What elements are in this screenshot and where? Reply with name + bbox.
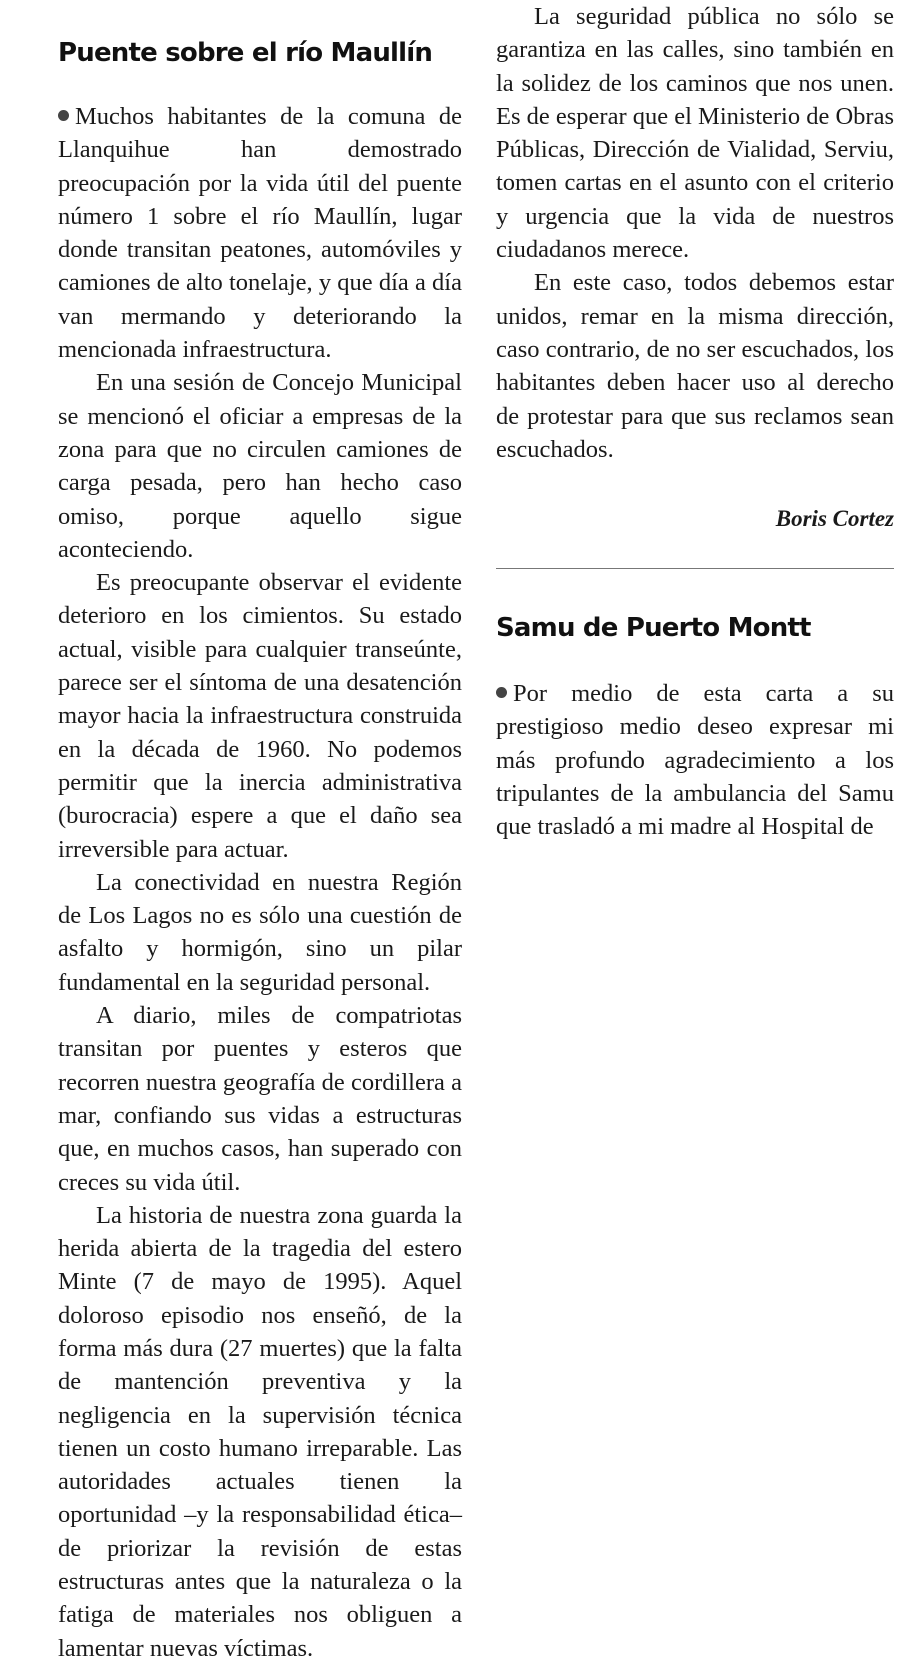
left-column xyxy=(58,0,462,1665)
article-paragraph-2: En una sesión de Concejo Municipal se mencionó el oficiar a empresas de la zona para que no circulen camiones de carga pesada, pero han hecho caso omiso, porque aquello sigue aconteciendo. xyxy=(58,369,462,563)
article-title: Puente sobre el río Maullín xyxy=(58,38,433,68)
article-paragraph-1: Muchos habitantes de la comuna de Llanquihue han demostrado preocupación por la vida útil del puente número 1 sobre el río Maullín, lugar donde transitan peatones, automóviles y camiones de alto tonelaje, y que día a día van mermando y deteriorando la mencionada infraestructura. xyxy=(58,103,462,364)
article-paragraph-5: A diario, miles de compatriotas transitan por puentes y esteros que recorren nuestra geografía de cordillera a mar, confiando sus vidas a estructuras que, en muchos casos, han superado con creces su vida útil. xyxy=(58,1002,462,1196)
article2-paragraph-1: Por medio de esta carta a su prestigioso medio deseo expresar mi más profundo agradecimiento a los tripulantes de la ambulancia del Samu que trasladó a mi madre al Hospital de xyxy=(496,680,894,841)
bullet-icon xyxy=(58,110,69,121)
article-paragraph-8: En este caso, todos debemos estar unidos, remar en la misma dirección, caso contrario, de no ser escuchados, los habitantes deben hacer uso al derecho de protestar para que sus reclamos sean escuchados. xyxy=(496,269,894,463)
right-column xyxy=(496,0,894,844)
article-paragraph-4: La conectividad en nuestra Región de Los Lagos no es sólo una cuestión de asfalto y hormigón, sino un pilar fundamental en la seguridad personal. xyxy=(58,868,462,996)
article-title-2: Samu de Puerto Montt xyxy=(496,613,811,644)
bullet-icon xyxy=(496,687,507,698)
article-paragraph-6: La historia de nuestra zona guarda la herida abierta de la tragedia del estero Minte (7 de mayo de 1995). Aquel doloroso episodio nos enseñó, de la forma más dura (27 muertes) que la falta de mantención preventiva y la negligencia en la supervisión técnica tienen un costo humano irreparable. Las autoridades actuales tienen la oportunidad –y la responsabilidad ética– de priorizar la revisión de estas estructuras antes que la naturaleza o la fatiga de materiales nos obliguen a lamentar nuevas víctimas. xyxy=(58,1201,462,1662)
author-signature: Boris Cortez xyxy=(775,506,894,532)
section-divider xyxy=(496,568,894,569)
article-paragraph-3: Es preocupante observar el evidente deterioro en los cimientos. Su estado actual, visible para cualquier transeúnte, parece ser el síntoma de una desatención mayor hacia la infraestructura construida en la década de 1960. No podemos permitir que la inercia administrativa (burocracia) espere a que el daño sea irreversible para actuar. xyxy=(58,569,462,863)
article-paragraph-7: La seguridad pública no sólo se garantiza en las calles, sino también en la solidez de los caminos que nos unen. Es de esperar que el Ministerio de Obras Públicas, Dirección de Vialidad, Serviu, tomen cartas en el asunto con el criterio y urgencia que la vida de nuestros ciudadanos merece. xyxy=(496,3,894,264)
